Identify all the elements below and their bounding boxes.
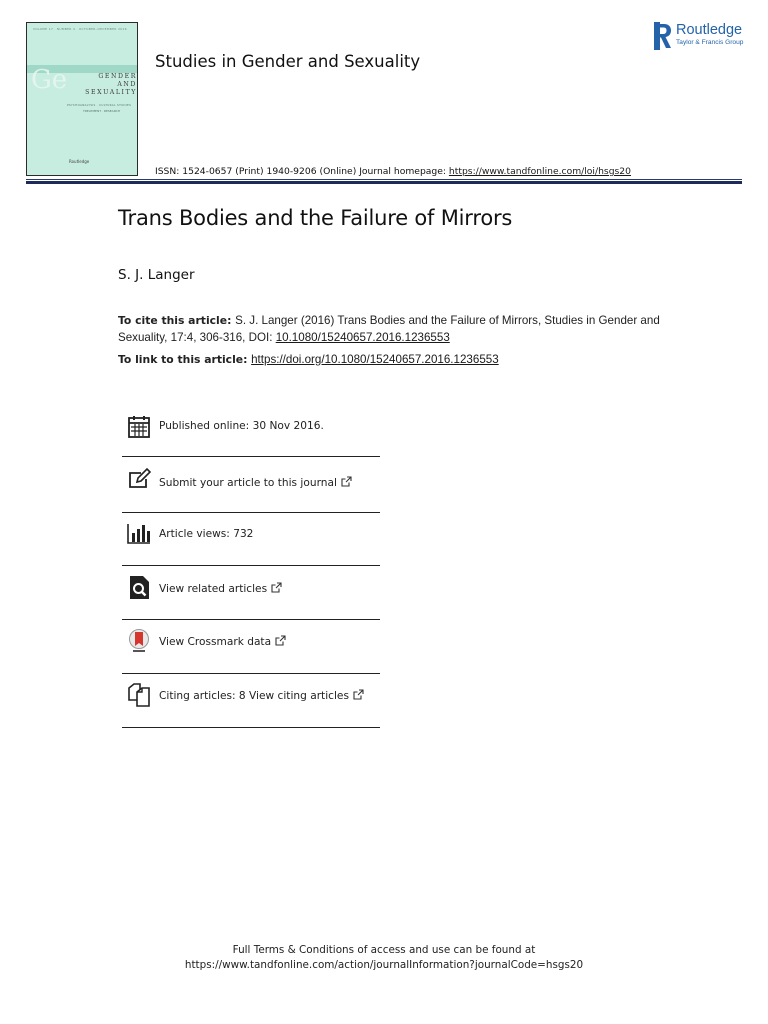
header-divider-thin	[26, 179, 742, 180]
publisher-name: Routledge	[676, 22, 743, 38]
publisher-group: Taylor & Francis Group	[676, 39, 744, 46]
routledge-logo-icon	[654, 22, 672, 50]
article-title: Trans Bodies and the Failure of Mirrors	[118, 206, 513, 230]
submit-article-item[interactable]	[122, 457, 380, 513]
bar-chart-icon	[126, 521, 152, 547]
citing-articles-icon	[126, 682, 152, 708]
edit-icon	[126, 467, 152, 493]
citation-block	[118, 312, 663, 346]
external-link-icon	[271, 582, 282, 593]
crossmark-label[interactable]: View Crossmark data	[159, 635, 286, 648]
journal-homepage-link[interactable]: https://www.tandfonline.com/loi/hsgs20	[448, 166, 631, 177]
article-views-label: Article views: 732	[159, 528, 254, 540]
external-link-icon	[341, 476, 352, 487]
external-link-icon	[275, 635, 286, 646]
journal-title: Studies in Gender and Sexuality	[155, 52, 421, 71]
published-online-item	[122, 404, 380, 457]
search-document-icon	[126, 574, 152, 600]
published-online-label: Published online: 30 Nov 2016.	[159, 420, 324, 432]
article-doi-url-link[interactable]: https://doi.org/10.1080/15240657.2016.1236553	[251, 353, 499, 366]
article-info-list	[122, 404, 380, 728]
cover-decorative-letters: Ge	[31, 65, 68, 95]
issn-line: ISSN: 1524-0657 (Print) 1940-9206 (Online) Journal homepage: https://www.tandfonline.com/loi/hsgs20	[155, 166, 631, 177]
cover-issue-line: VOLUME 17 · NUMBER 4 · OCTOBER–DECEMBER 2016	[33, 27, 127, 31]
article-link-line	[118, 352, 499, 366]
journal-cover-image	[26, 22, 138, 176]
cover-subtitle: PSYCHOANALYSIS · CULTURAL STUDIES	[67, 103, 132, 107]
cover-title: GENDER AND SEXUALITY	[85, 73, 137, 96]
citing-articles-item[interactable]	[122, 674, 380, 728]
citation-text: S. J. Langer (2016) Trans Bodies and the Failure of Mirrors, Studies in Gender and Sexuality, 17:4, 306-316, DOI:	[118, 314, 660, 344]
crossmark-icon	[126, 628, 152, 654]
link-label: To link to this article:	[118, 353, 248, 366]
cover-subtitle-2: TREATMENT · RESEARCH	[83, 109, 121, 113]
citation-label: To cite this article:	[118, 314, 232, 327]
article-author: S. J. Langer	[118, 267, 195, 283]
submit-article-label[interactable]: Submit your article to this journal	[159, 476, 352, 489]
crossmark-item[interactable]	[122, 620, 380, 674]
external-link-icon	[353, 689, 364, 700]
article-views-item	[122, 513, 380, 566]
citing-articles-label[interactable]: Citing articles: 8 View citing articles	[159, 689, 364, 702]
related-articles-item[interactable]	[122, 566, 380, 620]
calendar-icon	[126, 414, 152, 440]
cover-publisher-logo: Routledge	[69, 159, 90, 164]
header-divider-thick	[26, 181, 742, 184]
related-articles-label[interactable]: View related articles	[159, 582, 282, 595]
terms-footer	[0, 943, 768, 973]
footer-terms-link[interactable]: https://www.tandfonline.com/action/journalInformation?journalCode=hsgs20	[184, 959, 584, 971]
doi-link[interactable]: 10.1080/15240657.2016.1236553	[275, 331, 450, 344]
footer-line-1: Full Terms & Conditions of access and use can be found at	[232, 944, 536, 956]
